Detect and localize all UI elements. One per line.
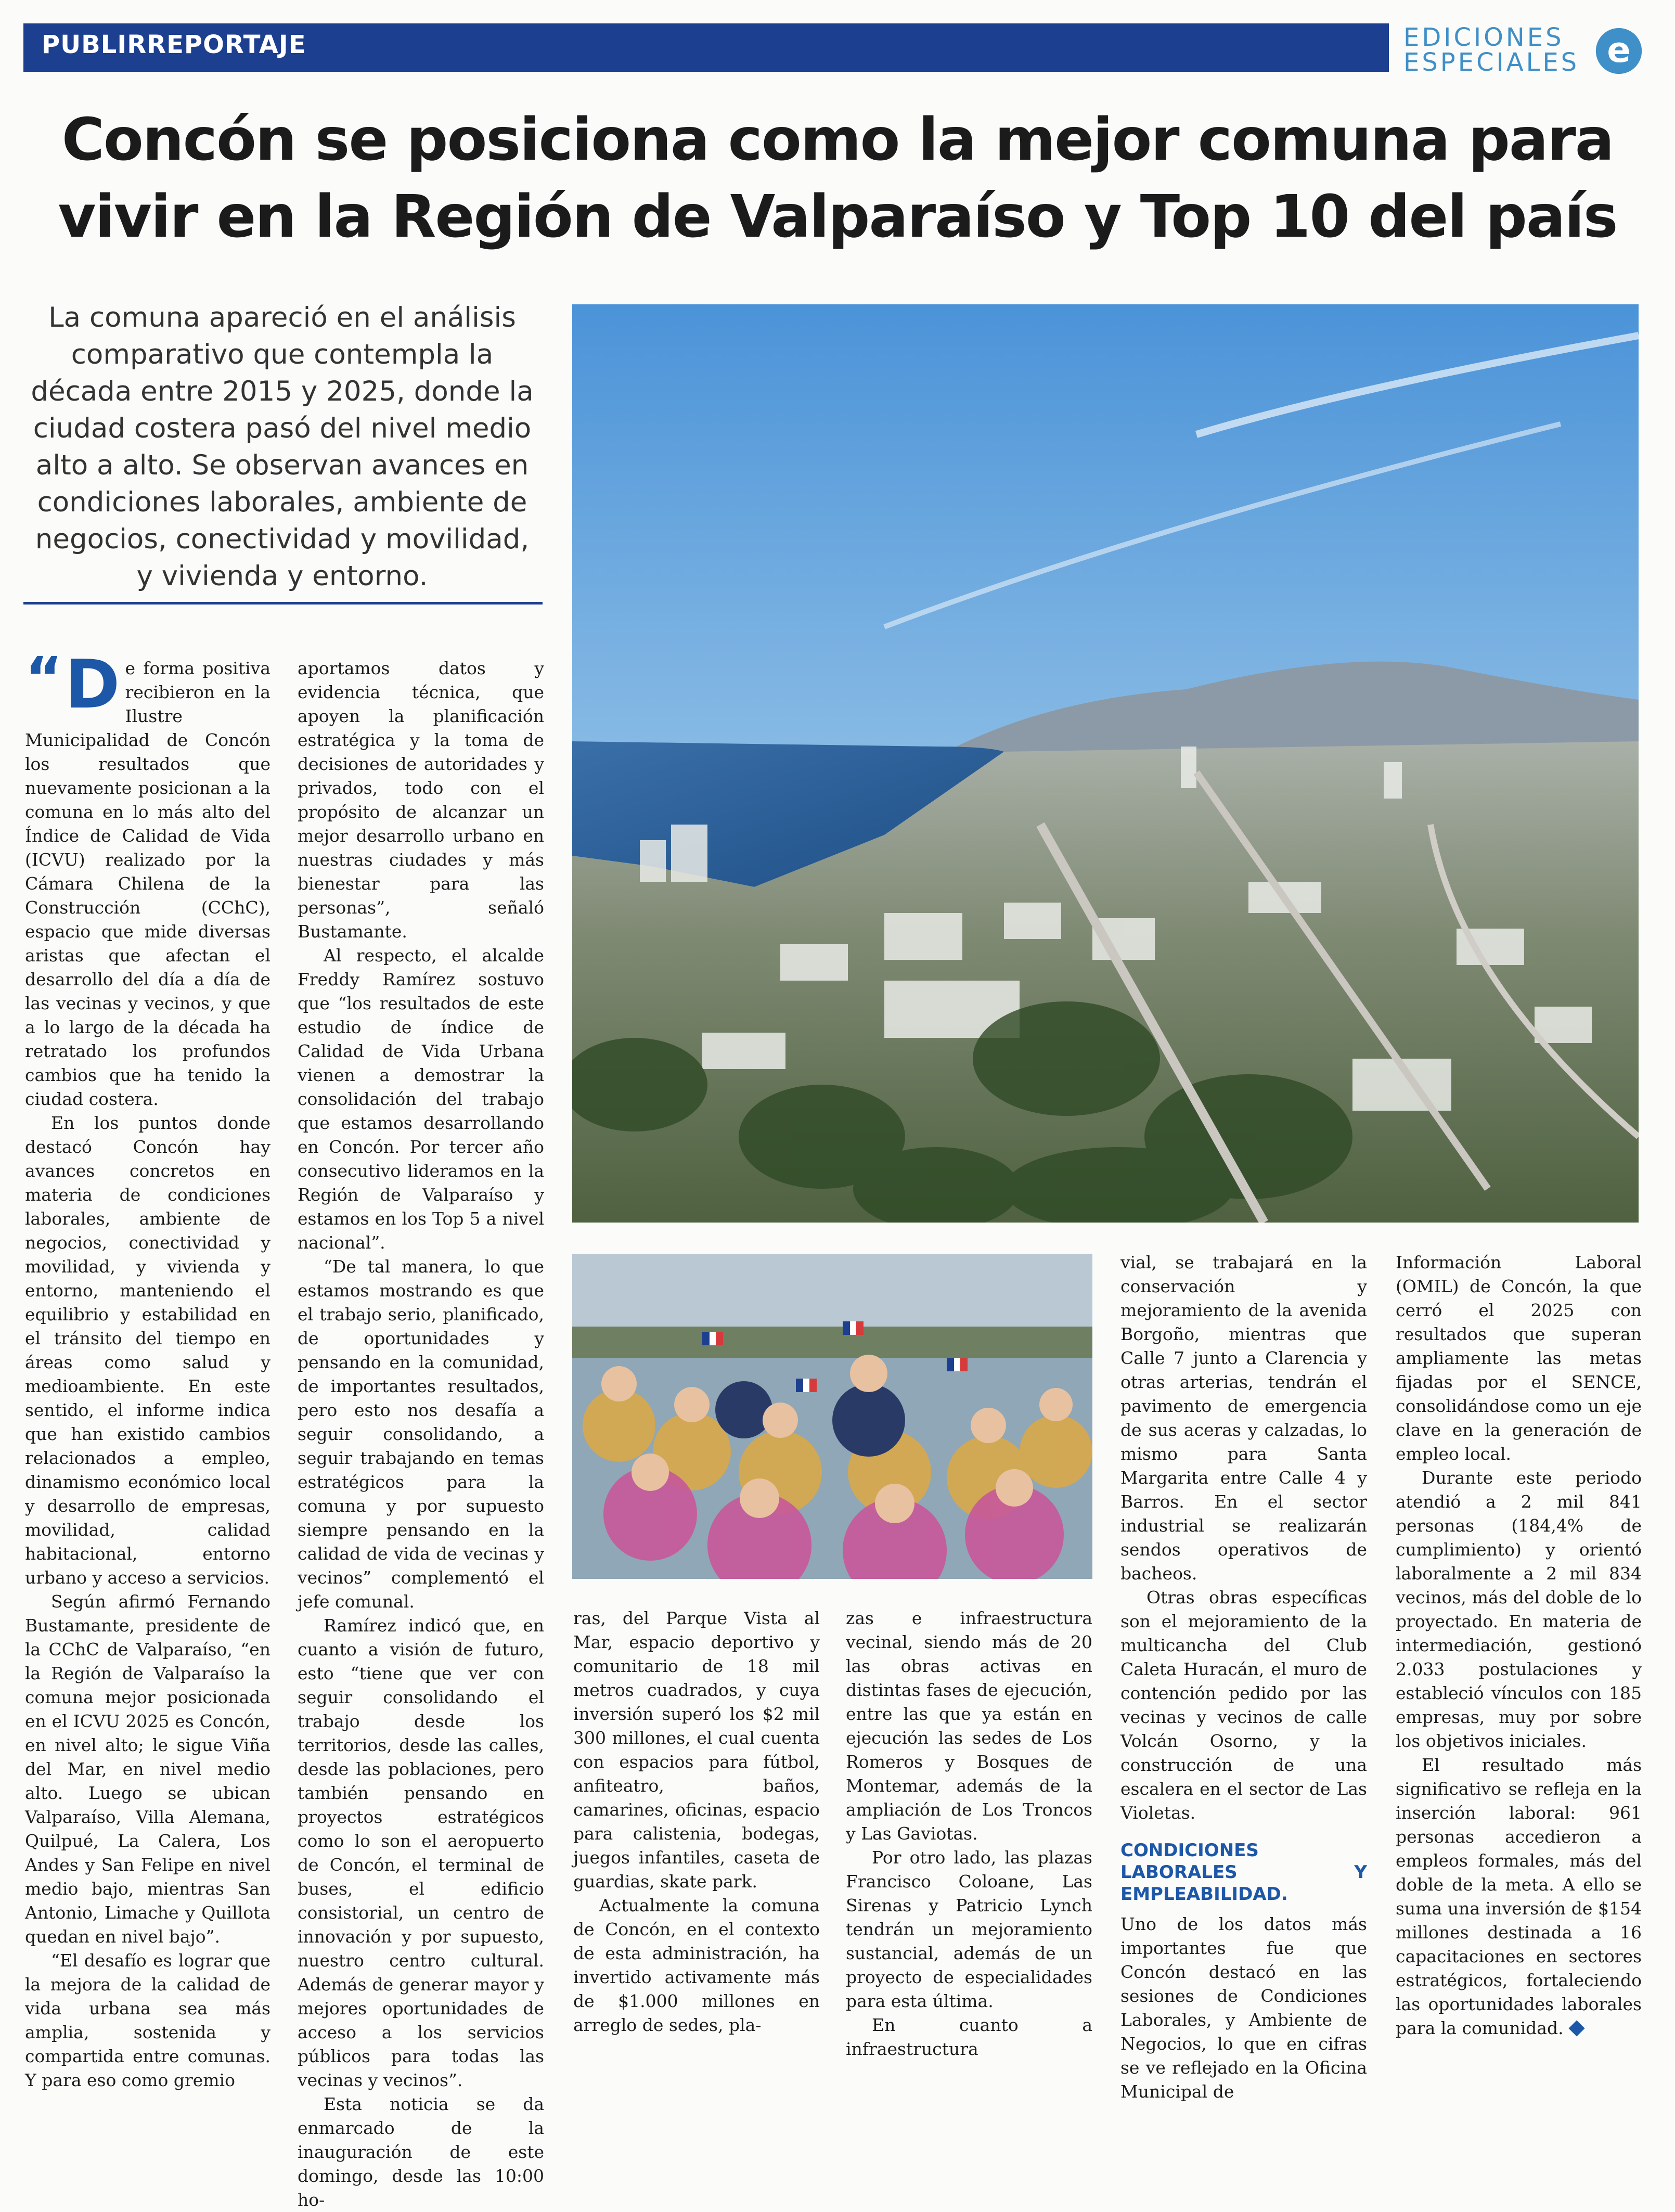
article-paragraph-17: Uno de los datos más importantes fue que Concón destacó en las sesiones de Condiciones Laborales, y Ambiente de Negocios, lo que en cifras se ve reflejado en la Oficina Municipal de	[1120, 1914, 1367, 2102]
subhead-condiciones-laborales: CONDICIONES LABORALES Y EMPLEABILIDAD.	[1120, 1840, 1367, 1905]
article-column-2	[298, 657, 544, 2212]
brand-logo-letter: e	[1607, 30, 1631, 71]
article-paragraph-20	[1396, 1753, 1642, 2040]
aerial-photo-concon	[572, 304, 1639, 1223]
article-paragraph-1-text: e forma positiva recibieron en la Ilustre Municipalidad de Concón los resultados que nuevamente posicionan a la comuna en lo más alto del Índice de Calidad de Vida (ICVU) realizado por la Cámara Chilena de la Construcción (CChC), espacio que mide diversas aristas que afectan el desarrollo del día a día de las vecinas y vecinos, y que a lo largo de la década ha retratado los profundos cambios que ha tenido la ciudad costera.	[25, 658, 270, 1109]
brand-ediciones-especiales[interactable]	[1399, 21, 1659, 78]
drop-cap: D	[65, 646, 120, 724]
article-paragraph-15: vial, se trabajará en la conservación y mejoramiento de la avenida Borgoño, mientras que Calle 7 junto a Clarencia y otras arterias, tendrán el pavimento de emergencia de sus aceras y calzadas, lo mismo para Santa Margarita entre Calle 4 y Barros. En el sector industrial se realizarán sendos operativos de bacheos.	[1120, 1252, 1367, 1584]
opening-quote-glyph: “	[25, 645, 63, 711]
article-column-4	[846, 1606, 1092, 2061]
article-column-1	[25, 645, 270, 2092]
article-paragraph-8: Ramírez indicó que, en cuanto a visión de futuro, esto “tiene que ver con seguir consolidando el trabajo desde los territorios, desde las calles, desde las poblaciones, pero también pensando en proyectos estratégicos como lo son el aeropuerto de Concón, el terminal de buses, el edificio consistorial, un centro de innovación y por supuesto, nuestro centro cultural. Además de generar mayor y mejores oportunidades de acceso a los servicios públicos para todas las vecinas y vecinos”.	[298, 1615, 544, 2090]
end-mark-icon	[1568, 2020, 1584, 2036]
article-paragraph-10: ras, del Parque Vista al Mar, espacio deportivo y comunitario de 18 mil metros cuadrados, y cuya inversión superó los $2 mil 300 millones, el cual cuenta con espacios para fútbol, anfiteatro, baños, camarines, oficinas, espacio para calistenia, bodegas, juegos infantiles, caseta de guardias, skate park.	[573, 1608, 820, 1892]
article-paragraph-1	[25, 645, 270, 1111]
article-paragraph-3: Según afirmó Fernando Bustamante, presidente de la CChC de Valparaíso, “en la Región de Valparaíso la comuna mejor posicionada en el ICVU 2025 es Concón, en nivel alto; le sigue Viña del Mar, en nivel medio alto. Luego se ubican Valparaíso, Villa Alemana, Quilpué, La Calera, Los Andes y San Felipe en nivel medio bajo, mientras San Antonio, Limache y Quillota quedan en nivel bajo”.	[25, 1591, 270, 1947]
article-paragraph-13: Por otro lado, las plazas Francisco Coloane, Las Sirenas y Patricio Lynch tendrán un mejoramiento sustancial, además de un proyecto de especialidades para esta última.	[846, 1847, 1092, 2011]
article-paragraph-9: Esta noticia se da enmarcado de la inauguración de este domingo, desde las 10:00 ho-	[298, 2094, 544, 2210]
headline	[31, 101, 1644, 255]
kids-photo-park	[572, 1254, 1092, 1579]
headline-line-2: vivir en la Región de Valparaíso y Top 10 del país	[58, 183, 1617, 251]
brand-logo-icon	[1594, 26, 1644, 76]
aerial-photo-illustration	[572, 304, 1639, 1223]
article-paragraph-12: zas e infraestructura vecinal, siendo más de 20 las obras activas en distintas fases de ejecución, entre las que ya están en ejecución las sedes de Los Romeros y Bosques de Montemar, además de la ampliación de Los Troncos y Las Gaviotas.	[846, 1608, 1092, 1844]
headline-line-1: Concón se posiciona como la mejor comuna para	[61, 106, 1614, 174]
article-paragraph-5: aportamos datos y evidencia técnica, que apoyen la planificación estratégica y la toma de decisiones de autoridades y privados, todo con el propósito de alcanzar un mejor desarrollo urbano en nuestras ciudades y más bienestar para las personas”, señaló Bustamante.	[298, 658, 544, 942]
article-paragraph-7: “De tal manera, lo que estamos mostrando es que el trabajo serio, planificado, de oportunidades y pensando en la comunidad, de importantes resultados, pero esto nos desafía a seguir consolidando, a seguir trabajando en temas estratégicos para la comuna y por supuesto siempre pensando en la calidad de vida de vecinas y vecinos” complementó el jefe comunal.	[298, 1256, 544, 1612]
brand-line-1: EDICIONES	[1403, 23, 1564, 52]
brand-line-2: ESPECIALES	[1403, 48, 1580, 77]
section-kicker: PUBLIRREPORTAJE	[42, 30, 306, 59]
lede-divider	[23, 602, 543, 605]
article-paragraph-20-text: El resultado más significativo se refleja en la inserción laboral: 961 personas accedieron a empleos formales, más del doble de la meta. A ello se suma una inversión de $154 millones destinada a 16 capacitaciones en sectores estratégicos, fortaleciendo las oportunidades laborales para la comunidad.	[1396, 1755, 1642, 2038]
article-column-3	[573, 1606, 820, 2037]
article-paragraph-11: Actualmente la comuna de Concón, en el contexto de esta administración, ha invertido activamente más de $1.000 millones en arreglo de sedes, pla-	[573, 1895, 820, 2035]
article-column-5	[1120, 1251, 1367, 2104]
lede: La comuna apareció en el análisis comparativo que contempla la década entre 2015 y 2025, donde la ciudad costera pasó del nivel medio alto a alto. Se observan avances en condiciones laborales, ambiente de negocios, conectividad y movilidad, y vivienda y entorno.	[31, 302, 534, 592]
article-paragraph-4: “El desafío es lograr que la mejora de la calidad de vida urbana sea más amplia, sostenida y compartida entre comunas. Y para eso como gremio	[25, 1950, 270, 2090]
article-paragraph-2: En los puntos donde destacó Concón hay avances concretos en materia de condiciones laborales, ambiente de negocios, conectividad y movilidad, y vivienda y entorno, manteniendo el equilibrio y estabilidad en el tránsito del tiempo en áreas como salud y medioambiente. En este sentido, el informe indica que han existido cambios relacionados a empleo, dinamismo económico local y desarrollo de empresas, movilidad, calidad habitacional, entorno urbano y acceso a servicios.	[25, 1113, 270, 1588]
article-column-6	[1396, 1251, 1642, 2040]
article-paragraph-18: Información Laboral (OMIL) de Concón, la que cerró el 2025 con resultados que superan ampliamente las metas fijadas por el SENCE, consolidándose como un eje clave en la generación de empleo local.	[1396, 1252, 1642, 1464]
article-paragraph-16: Otras obras específicas son el mejoramiento de la multicancha del Club Caleta Huracán, el muro de contención pedido por las vecinas y vecinos de calle Volcán Osorno, y la construcción de una escalera en el sector de Las Violetas.	[1120, 1587, 1367, 1823]
article-paragraph-19: Durante este periodo atendió a 2 mil 841 personas (184,4% de cumplimiento) y orientó laboralmente a 2 mil 834 vecinos, más del doble de lo proyectado. En materia de intermediación, gestionó 2.033 postulaciones y estableció vínculos con 185 empresas, muy por sobre los objetivos iniciales.	[1396, 1468, 1642, 1751]
kids-photo-illustration	[572, 1254, 1092, 1579]
article-paragraph-6: Al respecto, el alcalde Freddy Ramírez sostuvo que “los resultados de este estudio de índice de Calidad de Vida Urbana vienen a demostrar la consolidación del trabajo que estamos desarrollando en Concón. Por tercer año consecutivo lideramos en la Región de Valparaíso y estamos en los Top 5 a nivel nacional”.	[298, 945, 544, 1253]
article-paragraph-14: En cuanto a infraestructura	[846, 2015, 1092, 2059]
